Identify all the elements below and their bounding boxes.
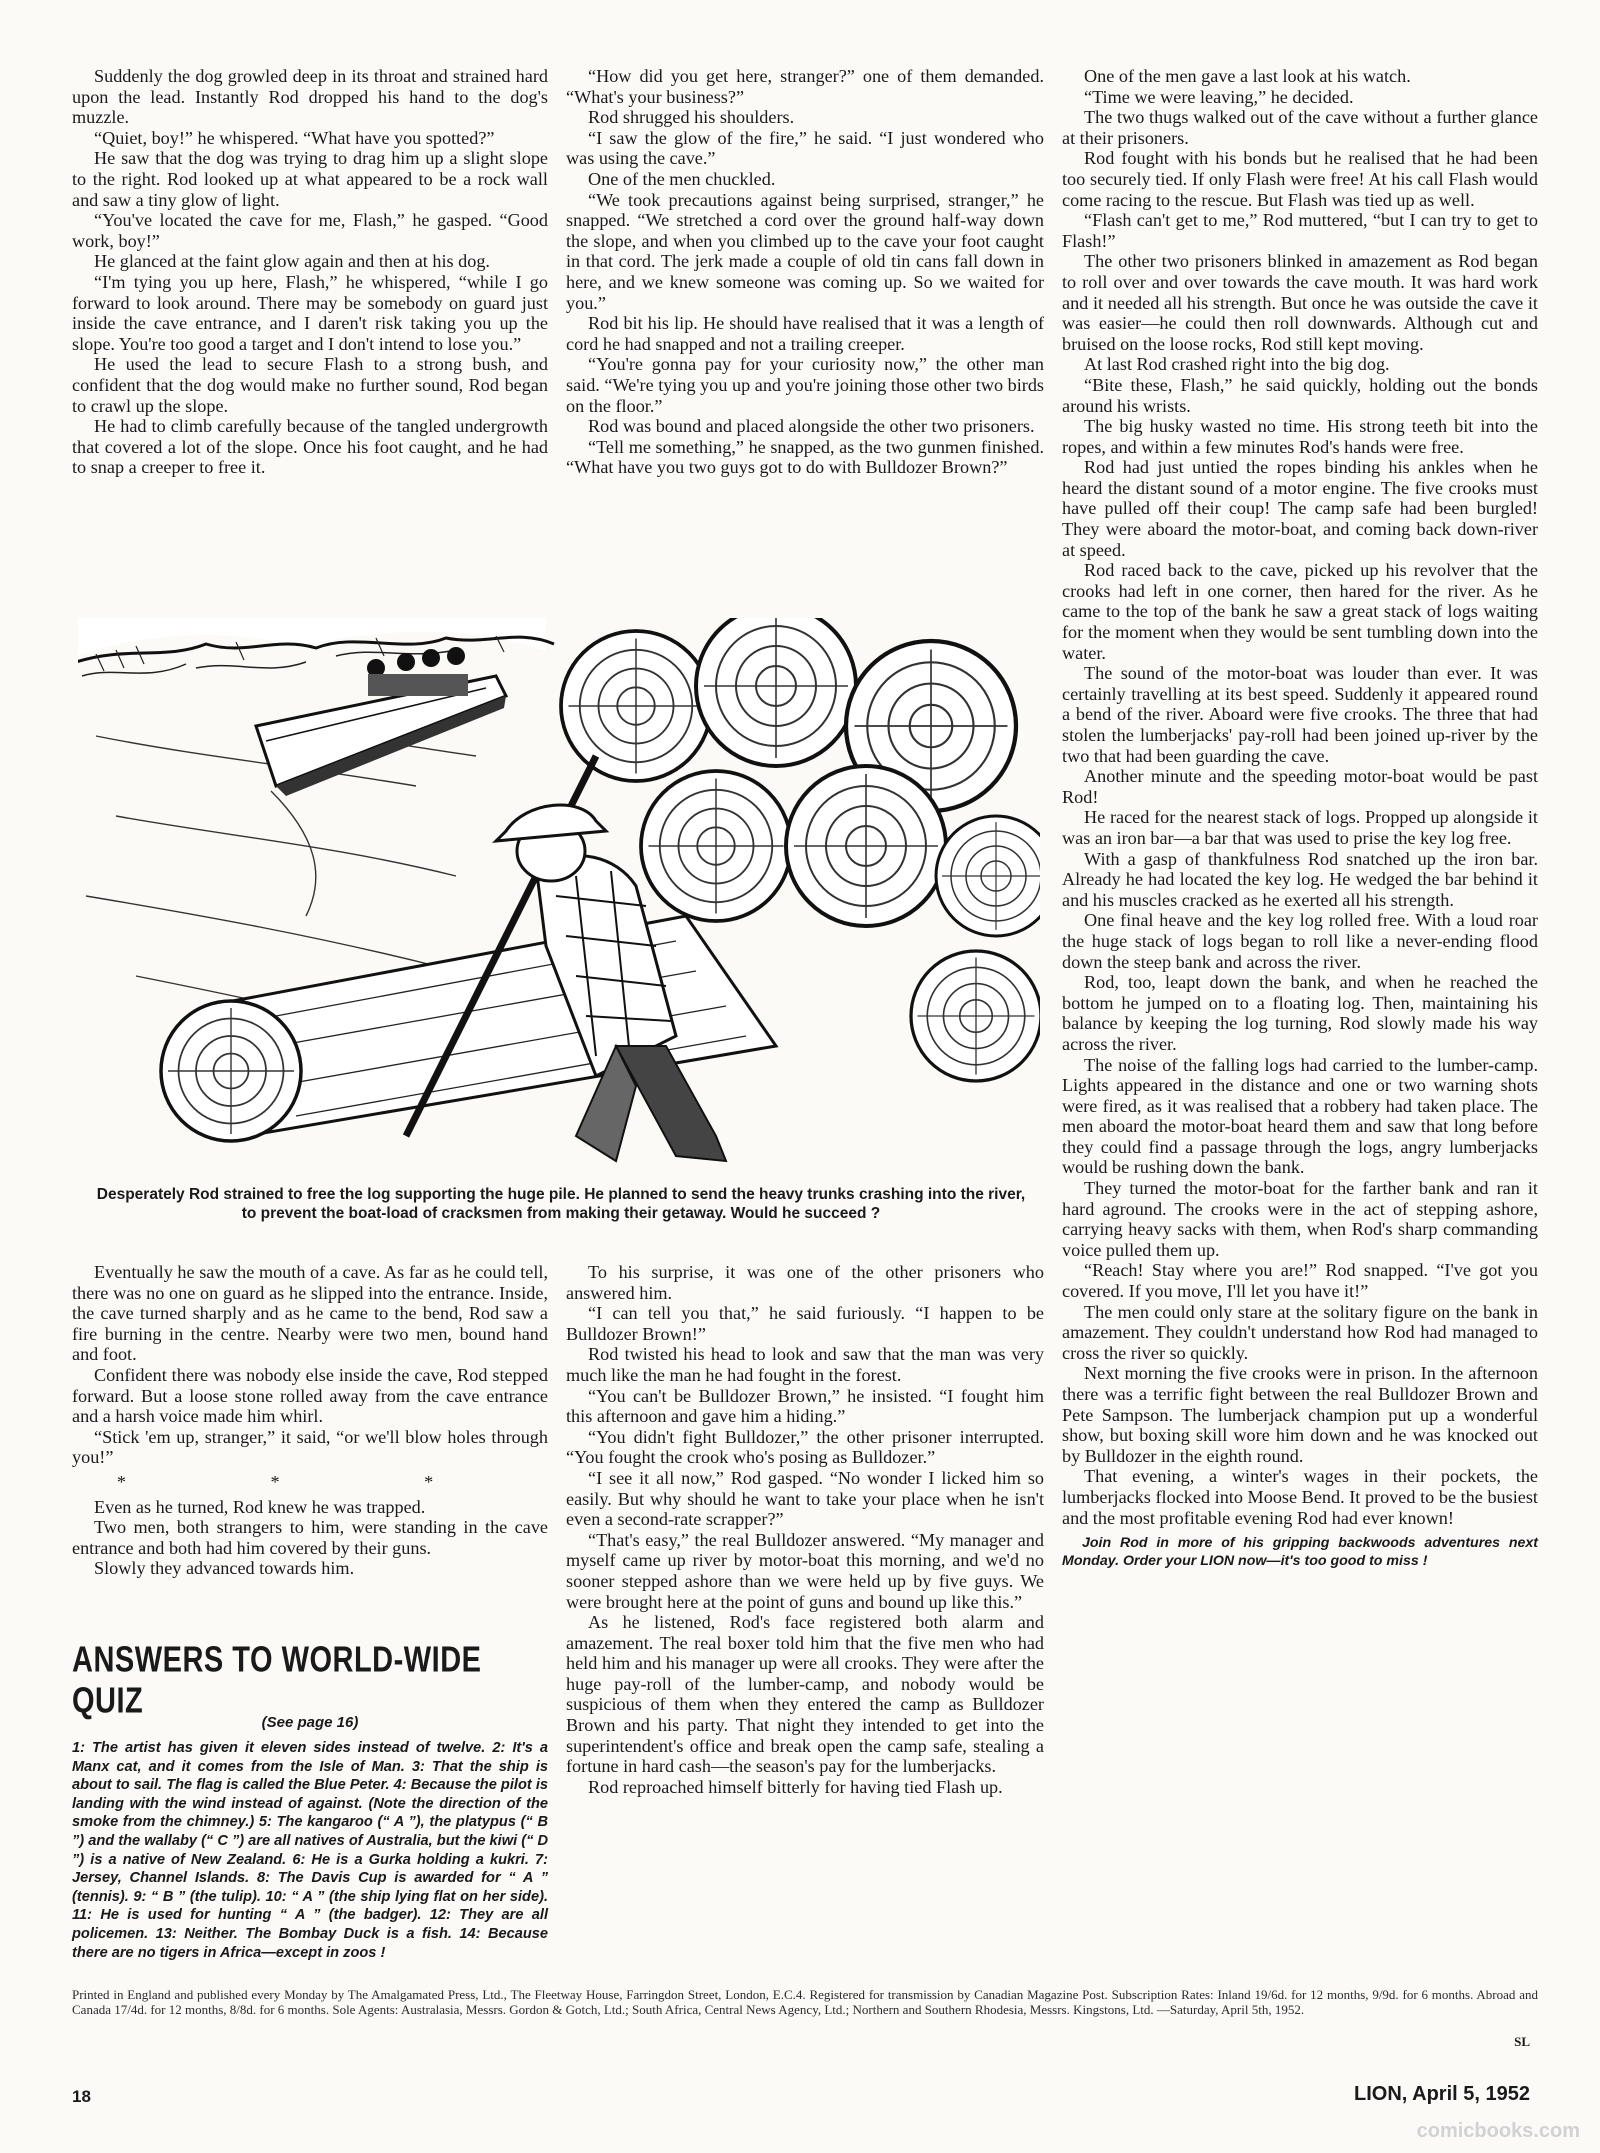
paragraph: With a gasp of thankfulness Rod snatched up the iron bar. Already he had located the key log. He wedged the bar behind it and his muscles cracked as he exerted all his strength. [1062, 848, 1538, 910]
paragraph: Rod fought with his bonds but he realised that he had been too securely tied. If only Flash were free! At his call Flash would come racing to the rescue. But Flash was tied up as well. [1062, 148, 1538, 210]
story-column-mid-2 [566, 1262, 1044, 1797]
paragraph: He glanced at the faint glow again and then at his dog. [94, 251, 490, 272]
story-column-right [1062, 66, 1538, 1570]
paragraph: “You didn't fight Bulldozer,” the other prisoner interrupted. “You fought the crook who's posing as Bulldozer.” [566, 1426, 1044, 1468]
next-issue-promo: Join Rod in more of his gripping backwoods adventures next Monday. Order your LION now—it's too good to miss ! [1062, 1535, 1538, 1570]
paragraph: Another minute and the speeding motor-boat would be past Rod! [1062, 766, 1538, 807]
paragraph: “I'm tying you up here, Flash,” he whispered, “while I go forward to look around. There may be somebody on guard just inside the cave entrance, and I daren't risk taking you up the slope. You're too good a target and I don't intend to lose you.” [72, 271, 548, 354]
page-number: 18 [72, 2087, 91, 2106]
paragraph: The big husky wasted no time. His strong teeth bit into the ropes, and within a few minutes Rod's hands were free. [1062, 416, 1538, 457]
paragraph: “I saw the glow of the fire,” he said. “I just wondered who was using the cave.” [566, 127, 1044, 169]
paragraph: “You're gonna pay for your curiosity now,” the other man said. “We're tying you up and you're joining those other two birds on the floor.” [566, 354, 1044, 416]
paragraph: Rod, too, leapt down the bank, and when he reached the bottom he jumped on to a floating log. Then, maintaining his balance by keeping the log turning, Rod slowly made his way across the river. [1062, 972, 1538, 1054]
paragraph: “Time we were leaving,” he decided. [1084, 86, 1354, 107]
paragraph: Rod had just untied the ropes binding his ankles when he heard the distant sound of a motor engine. The five crooks must have pulled off their coup! The camp safe had been burgled! They were aboard the motor-boat, and coming back down-river at speed. [1062, 457, 1538, 560]
motor-boat-illustration [256, 647, 506, 916]
paragraph: The noise of the falling logs had carried to the lumber-camp. Lights appeared in the distance and one or two warning shots were fired, as it was realised that a robbery had taken place. The men aboard the motor-boat heard them and saw that long before they could find a passage through the logs, angry lumberjacks would be rushing down the bank. [1062, 1054, 1538, 1178]
paragraph: He raced for the nearest stack of logs. Propped up alongside it was an iron bar—a bar that was used to prise the key log free. [1062, 807, 1538, 848]
paragraph: The sound of the motor-boat was louder than ever. It was certainly travelling at its best speed. Suddenly it appeared round a bend of the river. Aboard were five crooks. The three that had stolen the lumberjacks' pay-roll had been joined up-river by the two that had been guarding the cave. [1062, 663, 1538, 766]
paragraph: “That's easy,” the real Bulldozer answered. “My manager and myself came up river by motor-boat this morning, and we'd no sooner stepped ashore than we were held up by five guys. We were brought here at the point of guns and bound up like this.” [566, 1529, 1044, 1612]
paragraph: Eventually he saw the mouth of a cave. As far as he could tell, there was no one on guard as he slipped into the entrance. Inside, the cave turned sharply and as he came to the bend, Rod saw a fire burning in the centre. Nearby were two men, bound hand and foot. [72, 1262, 548, 1365]
quiz-subtitle: (See page 16) [261, 1714, 359, 1731]
quiz-answers-text: 1: The artist has given it eleven sides instead of twelve. 2: It's a Manx cat, and it comes from the Isle of Man. 3: That the ship is about to sail. The flag is called the Blue Peter. 4: Because the pilot is landing with the wind instead of against. (Note the direction of the smoke from the chimney.) 5: The kangaroo (“ A ”), the platypus (“ B ”) and the wallaby (“ C ”) are all natives of Australia, but the kiwi (“ D ”) is a native of New Zealand. 6: He is a Gurka holding a kukri. 7: Jersey, Channel Islands. 8: The Davis Cup is awarded for “ A ” (tennis). 9: “ B ” (the tulip). 10: “ A ” (the ship lying flat on her side). 11: He is used for hunting “ A ” (the badger). 12: They are all policemen. 13: Neither. The Bombay Duck is a fish. 14: Because there are no tigers in Africa—except in zoos ! [72, 1740, 548, 1961]
paragraph: One of the men gave a last look at his watch. [1084, 66, 1411, 86]
paragraph: “You can't be Bulldozer Brown,” he insisted. “I fought him this afternoon and gave him a hiding.” [566, 1385, 1044, 1427]
paragraph: Suddenly the dog growled deep in its throat and strained hard upon the lead. Instantly Rod dropped his hand to the dog's muzzle. [72, 66, 548, 128]
paragraph: Rod was bound and placed alongside the other two prisoners. [588, 416, 1035, 437]
paragraph: “Flash can't get to me,” Rod muttered, “but I can try to get to Flash!” [1062, 210, 1538, 251]
paragraph: “I see it all now,” Rod gasped. “No wonder I licked him so easily. But why should he want to take your place when he isn't even a second-rate scrapper?” [566, 1467, 1044, 1530]
paragraph: “How did you get here, stranger?” one of them demanded. “What's your business?” [566, 66, 1044, 107]
paragraph: Two men, both strangers to him, were standing in the cave entrance and both had him covered by their guns. [72, 1517, 548, 1558]
paragraph: “Reach! Stay where you are!” Rod snapped. “I've got you covered. If you move, I'll let you have it!” [1062, 1260, 1538, 1302]
paragraph: Rod raced back to the cave, picked up his revolver that the crooks had left in one corner, then hared for the river. As he came to the top of the bank he saw a great stack of logs waiting for the moment when they would be sent tumbling down into the water. [1062, 560, 1538, 663]
section-separator: * * * [116, 1471, 504, 1492]
publisher-imprint: Printed in England and published every Monday by The Amalgamated Press, Ltd., The Fleetway House, Farringdon Street, London, E.C.4. Registered for transmission by Canadian Magazine Post. Subscription Rates: Inland 19/6d. for 12 months, 9/9d. for 6 months. Abroad and Canada 17/4d. for 12 months, 8/8d. for 6 months. Sole Agents: Australasia, Messrs. Gordon & Gotch, Ltd.; South Africa, Central News Agency, Ltd.; Northern and Southern Rhodesia, Messrs. Kingstons, Ltd. —Saturday, April 5th, 1952. [72, 1987, 1538, 2017]
paragraph: “Quiet, boy!” he whispered. “What have you spotted?” [94, 127, 495, 148]
paragraph: To his surprise, it was one of the other prisoners who answered him. [566, 1262, 1044, 1303]
paragraph: They turned the motor-boat for the farther bank and ran it hard aground. The crooks were in the act of stepping ashore, carrying heavy sacks with them, when Rod's sharp commanding voice pulled them up. [1062, 1178, 1538, 1260]
paragraph: “Stick 'em up, stranger,” it said, “or we'll blow holes through you!” [72, 1426, 548, 1468]
paragraph: Rod reproached himself bitterly for having tied Flash up. [588, 1776, 1003, 1797]
quiz-answers-box [72, 1640, 548, 1962]
site-watermark: comicbooks.com [1416, 2120, 1580, 2142]
paragraph: He had to climb carefully because of the tangled undergrowth that covered a lot of the slope. Once his foot caught, and he had to snap a creeper to free it. [72, 416, 548, 478]
paragraph: Slowly they advanced towards him. [94, 1558, 355, 1579]
issue-folio: LION, April 5, 1952 [1354, 2083, 1530, 2105]
paragraph: Rod twisted his head to look and saw that the man was very much like the man he had fought in the forest. [566, 1344, 1044, 1385]
story-column-top-2 [566, 66, 1044, 478]
story-illustration [76, 616, 1042, 1182]
paragraph: The other two prisoners blinked in amazement as Rod began to roll over and over towards the cave mouth. It was hard work and it needed all his strength. But once he was outside the cave it was easier—he could then roll downwards. Although cut and bruised on the loose rocks, Rod still kept moving. [1062, 251, 1538, 354]
paragraph: “Tell me something,” he snapped, as the two gunmen finished. “What have you two guys got to do with Bulldozer Brown?” [566, 436, 1044, 478]
paragraph: Next morning the five crooks were in prison. In the afternoon there was a terrific fight between the real Bulldozer Brown and Pete Sampson. The lumberjack champion put up a wonderful show, but boxing skill wore him down and he was knocked out by Bulldozer in the eighth round. [1062, 1363, 1538, 1466]
paragraph: He used the lead to secure Flash to a strong bush, and confident that the dog would make no further sound, Rod began to crawl up the slope. [72, 354, 548, 416]
paragraph: The men could only stare at the solitary figure on the bank in amazement. They couldn't understand how Rod had managed to cross the river so quickly. [1062, 1301, 1538, 1363]
paragraph: The two thugs walked out of the cave without a further glance at their prisoners. [1062, 107, 1538, 148]
illustration-caption: Desperately Rod strained to free the log supporting the huge pile. He planned to send the heavy trunks crashing into the river, to prevent the boat-load of cracksmen from making their getaway. Would he succeed ? [96, 1186, 1026, 1222]
paragraph: One final heave and the key log rolled free. With a loud roar the huge stack of logs began to roll like a never-ending flood down the steep bank and across the river. [1062, 910, 1538, 972]
paragraph: One of the men chuckled. [588, 168, 776, 189]
paragraph: “I can tell you that,” he said furiously. “I happen to be Bulldozer Brown!” [566, 1303, 1044, 1344]
paragraph: Even as he turned, Rod knew he was trapped. [94, 1496, 426, 1517]
illustration-drawing [76, 616, 1042, 1182]
paragraph: At last Rod crashed right into the big dog. [1084, 354, 1390, 375]
paragraph: Rod shrugged his shoulders. [588, 107, 795, 128]
paragraph: Rod bit his lip. He should have realised that it was a length of cord he had snapped and not a trailing creeper. [566, 313, 1044, 354]
paragraph: That evening, a winter's wages in their pockets, the lumberjacks flocked into Moose Bend. It proved to be the busiest and the most profitable evening Rod had ever known! [1062, 1466, 1538, 1528]
story-column-mid-1 [72, 1262, 548, 1579]
story-column-top-1 [72, 66, 548, 478]
quiz-title: ANSWERS TO WORLD-WIDE QUIZ [72, 1640, 482, 1722]
paragraph: “You've located the cave for me, Flash,” he gasped. “Good work, boy!” [72, 210, 548, 251]
paragraph: “We took precautions against being surprised, stranger,” he snapped. “We stretched a cord over the ground half-way down the slope, and when you climbed up to the cave your foot caught in that cord. The jerk made a couple of old tin cans fall down in here, and we knew someone was coming up. So we waited for you.” [566, 189, 1044, 313]
paragraph: As he listened, Rod's face registered both alarm and amazement. The real boxer told him that the five men who had held him and his manager up were all crooks. They were after the huge pay-roll of the lumber-camp, and nobody would be suspicious of them when they entered the camp as Bulldozer Brown and his party. That night they intended to get into the superintendent's office and break open the camp safe, stealing a fortune in hard cash—the season's pay for the lumberjacks. [566, 1612, 1044, 1777]
paragraph: He saw that the dog was trying to drag him up a slight slope to the right. Rod looked up at what appeared to be a rock wall and saw a tiny glow of light. [72, 148, 548, 210]
paragraph: “Bite these, Flash,” he said quickly, holding out the bonds around his wrists. [1062, 374, 1538, 416]
imprint-code: SL [1514, 2034, 1530, 2049]
paragraph: Confident there was nobody else inside the cave, Rod stepped forward. But a loose stone rolled away from the cave entrance and a harsh voice made him whirl. [72, 1364, 548, 1427]
